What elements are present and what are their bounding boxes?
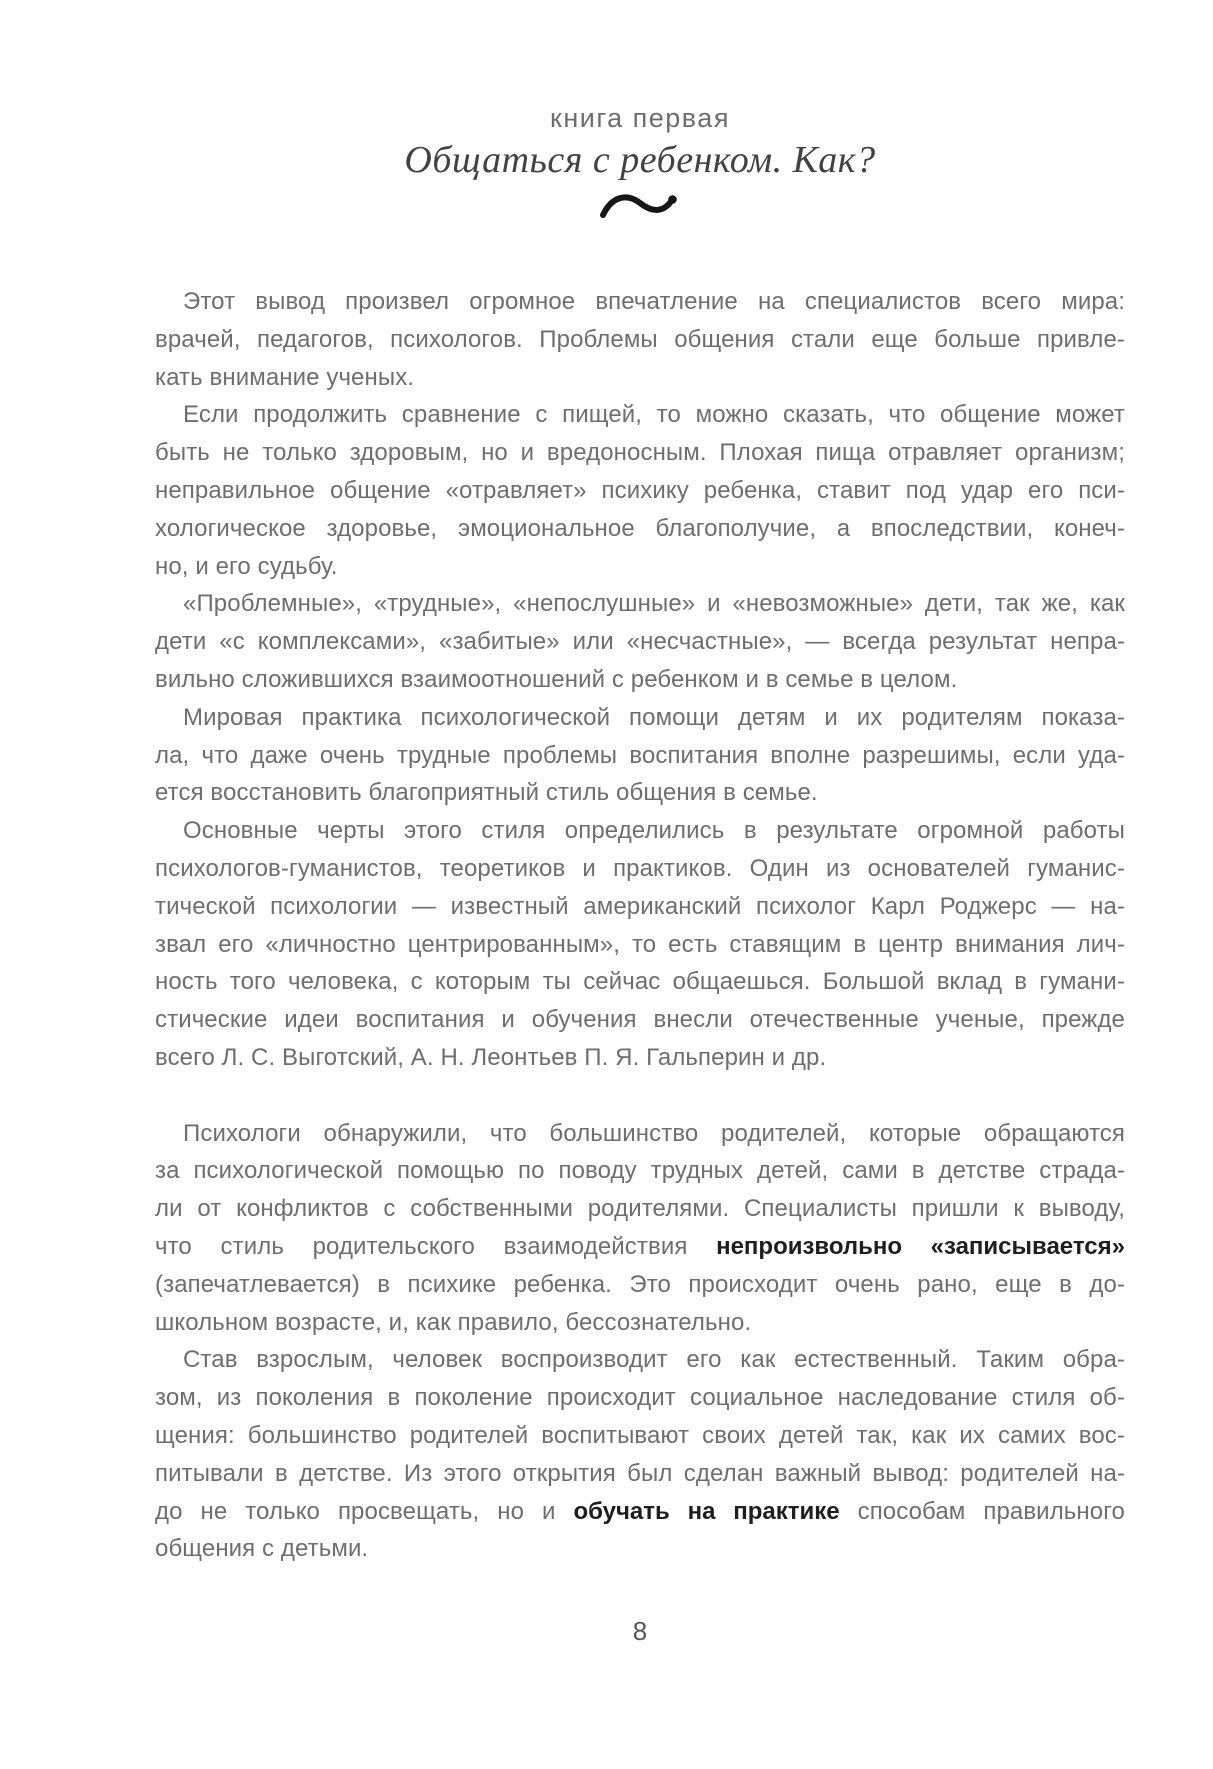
text-line (155, 472, 1125, 510)
text-line (155, 1493, 1125, 1531)
text-run: всего Л. С. Выготский, А. Н. Леонтьев П. Я. Гальперин и др. (155, 1043, 827, 1071)
page-header (155, 0, 1125, 221)
text-line (155, 699, 1125, 737)
text-run: быть не только здоровым, но и вредоносным. Плохая пища отравляет организм; (155, 439, 1125, 467)
text-line (155, 1152, 1125, 1190)
book-title: Общаться с ребенком. Как? (404, 139, 876, 181)
text-line (155, 774, 1125, 812)
text-line (155, 321, 1125, 359)
text-line (155, 1228, 1125, 1266)
text-run: Этот вывод произвел огромное впечатление на специалистов всего мира: (183, 288, 1125, 315)
text-line (155, 661, 1125, 699)
page-number: 8 (632, 1616, 648, 1646)
text-run: «Проблемные», «трудные», «непослушные» и «невозможные» дети, так же, как (183, 590, 1125, 618)
text-line (155, 548, 1125, 586)
text-run: (запечатлевается) в психике ребенка. Это происходит очень рано, еще в до- (155, 1270, 1125, 1298)
text-line (155, 737, 1125, 775)
text-line (155, 1001, 1125, 1039)
text-run: за психологической помощью по поводу трудных детей, сами в детстве страда- (155, 1157, 1125, 1185)
paragraph (155, 1115, 1125, 1342)
paragraph (155, 1341, 1125, 1568)
swash-tilde-icon (155, 189, 1125, 221)
text-run: вильно сложившихся взаимоотношений с ребенком и в семье в целом. (155, 665, 958, 693)
book-kicker: книга первая (550, 103, 730, 133)
bold-text: непроизвольно «записывается» (716, 1232, 1125, 1260)
text-line (155, 283, 1125, 321)
text-run: питывали в детстве. Из этого открытия был сделан важный вывод: родителей на- (155, 1459, 1125, 1487)
text-run: Основные черты этого стиля определились в результате огромной работы (183, 817, 1125, 845)
text-run: ли от конфликтов с собственными родителями. Специалисты пришли к выводу, (155, 1195, 1125, 1223)
text-line (155, 1455, 1125, 1493)
text-line (155, 623, 1125, 661)
text-line (155, 963, 1125, 1001)
text-run: ность того человека, с которым ты сейчас общаешься. Большой вклад в гумани- (155, 968, 1125, 996)
text-line (155, 812, 1125, 850)
paragraph (155, 699, 1125, 812)
text-run: что стиль родительского взаимодействия (155, 1232, 717, 1260)
text-run: дети «с комплексами», «забитые» или «несчастные», — всегда результат непра- (155, 628, 1125, 656)
text-run: кать внимание ученых. (155, 363, 415, 391)
text-run: школьном возрасте, и, как правило, бессознательно. (155, 1308, 752, 1336)
text-line (155, 434, 1125, 472)
text-run: ется восстановить благоприятный стиль общения в семье. (155, 779, 818, 807)
body-text (155, 283, 1125, 1568)
text-line (155, 1379, 1125, 1417)
text-line (155, 1304, 1125, 1342)
text-run: Став взрослым, человек воспроизводит его как естественный. Таким обра- (183, 1346, 1125, 1374)
text-run: Мировая практика психологической помощи детям и их родителям показа- (183, 703, 1125, 731)
text-run: но, и его судьбу. (155, 552, 338, 580)
text-line (155, 850, 1125, 888)
text-run: тической психологии — известный американский психолог Карл Роджерс — на- (155, 892, 1125, 920)
text-run: хологическое здоровье, эмоциональное благополучие, а впоследствии, конеч- (155, 514, 1125, 542)
text-line (155, 510, 1125, 548)
paragraph (155, 812, 1125, 1077)
paragraph (155, 396, 1125, 585)
text-run: до не только просвещать, но и (155, 1497, 574, 1525)
text-line (155, 926, 1125, 964)
text-line (155, 888, 1125, 926)
text-run: психологов-гуманистов, теоретиков и практиков. Один из основателей гуманис- (155, 854, 1125, 882)
text-run: общения с детьми. (155, 1535, 369, 1563)
text-line (155, 1341, 1125, 1379)
text-line (155, 1039, 1125, 1077)
text-run: ла, что даже очень трудные проблемы воспитания вполне разрешимы, если уда- (155, 741, 1125, 769)
text-line (155, 1530, 1125, 1568)
text-run: Психологи обнаружили, что большинство родителей, которые обращаются (183, 1119, 1125, 1147)
bold-text: обучать на практике (573, 1497, 840, 1525)
text-line (155, 1266, 1125, 1304)
paragraph (155, 283, 1125, 396)
text-run: врачей, педагогов, психологов. Проблемы общения стали еще больше привле- (155, 325, 1125, 353)
paragraph (155, 585, 1125, 698)
text-line (155, 1417, 1125, 1455)
page-footer (155, 1616, 1125, 1647)
text-run: зом, из поколения в поколение происходит социальное наследование стиля об- (155, 1384, 1125, 1412)
text-run: способам правильного (839, 1497, 1125, 1525)
text-run: щения: большинство родителей воспитывают своих детей так, как их самих вос- (155, 1421, 1125, 1449)
text-run: стические идеи воспитания и обучения внесли отечественные ученые, прежде (155, 1006, 1125, 1034)
text-line (155, 585, 1125, 623)
text-line (155, 1190, 1125, 1228)
text-line (155, 396, 1125, 434)
text-run: Если продолжить сравнение с пищей, то можно сказать, что общение может (183, 401, 1125, 429)
text-run: звал его «личностно центрированным», то есть ставящим в центр внимания лич- (155, 930, 1125, 958)
text-line (155, 359, 1125, 397)
text-line (155, 1115, 1125, 1153)
text-run: неправильное общение «отравляет» психику ребенка, ставит под удар его пси- (155, 476, 1125, 504)
